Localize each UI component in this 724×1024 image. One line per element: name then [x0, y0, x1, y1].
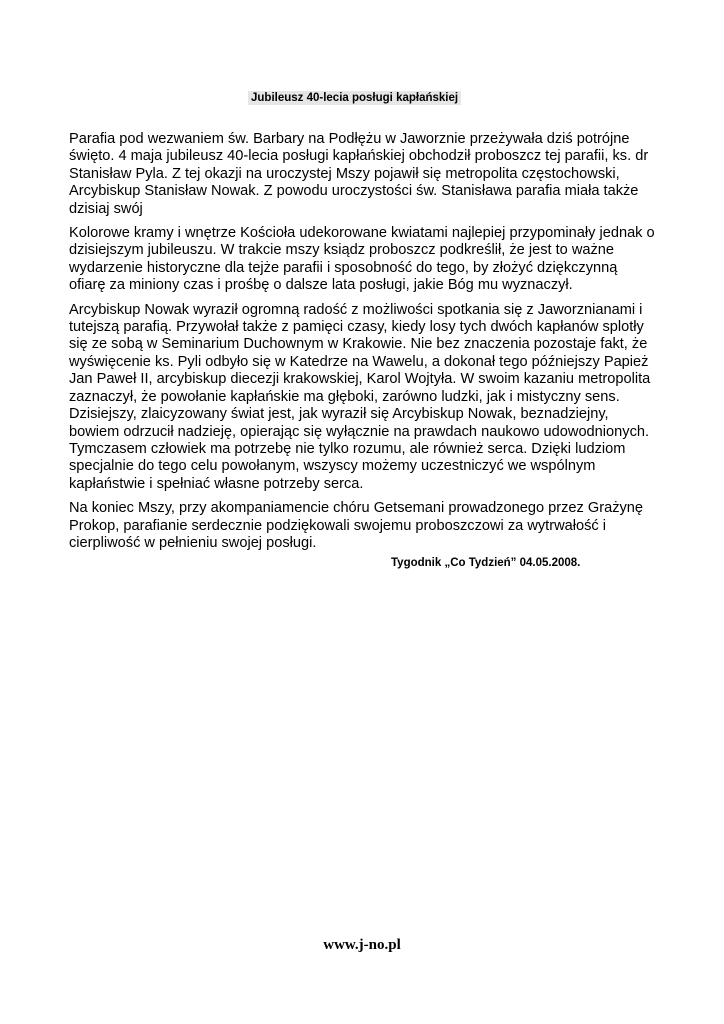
- text-line: Dzisiejszy, zlaicyzowany świat jest, jak wyraził się Arcybiskup Nowak, beznadziejny,: [69, 406, 609, 423]
- text-line: Arcybiskup Nowak wyraził ogromną radość z możliwości spotkania się z Jaworznianami i: [69, 301, 643, 318]
- text-line: Jan Paweł II, arcybiskup diecezji krakowskiej, Karol Wojtyła. W swoim kazaniu metropolita: [69, 371, 651, 388]
- text-line: wydarzenie historyczne dla tejże parafii i sposobność do tego, by złożyć dziękczynną: [69, 259, 618, 276]
- text-line: Kolorowe kramy i wnętrze Kościoła udekorowane kwiatami najlepiej przypominały jednak o: [69, 225, 655, 242]
- text-line: zaznaczył, że powołanie kapłańskie ma głęboki, zarówno ludzki, jak i mistyczny sens.: [69, 388, 620, 405]
- text-line: ofiarę za miniony czas i prośbę o dalsze lata posługi, jakie Bóg mu wyznaczył.: [69, 277, 573, 294]
- text-line: dzisiejszym jubileuszu. W trakcie mszy ksiądz proboszcz podkreślił, że jest to ważne: [69, 242, 615, 259]
- text-line: Arcybiskup Stanisław Nowak. Z powodu uroczystości św. Stanisława parafia miała także: [69, 183, 639, 200]
- page-title: Jubileusz 40-lecia posługi kapłańskiej: [248, 91, 461, 105]
- footer-website: www.j-no.pl: [323, 937, 401, 953]
- text-line: specjalnie do tego celu powołanym, wszyscy możemy uczestniczyć we wspólnym: [69, 458, 596, 475]
- source-citation: Tygodnik „Co Tydzień” 04.05.2008.: [391, 557, 581, 569]
- text-line: się ze sobą w Seminarium Duchownym w Krakowie. Nie bez znaczenia pozostaje fakt, że: [69, 336, 648, 353]
- text-line: Parafia pod wezwaniem św. Barbary na Podłężu w Jaworznie przeżywała dziś potrójne: [69, 131, 630, 147]
- text-line: kapłaństwie i spełniać własne potrzeby serca.: [69, 475, 364, 492]
- text-line: Tymczasem człowiek ma potrzebę nie tylko rozumu, ale również serca. Dzięki ludziom: [69, 440, 626, 457]
- paragraph: [69, 500, 669, 552]
- text-line: Stanisław Pyla. Z tej okazji na uroczystej Mszy pojawił się metropolita częstochowski,: [69, 165, 620, 182]
- text-line: święto. 4 maja jubileusz 40-lecia posługi kapłańskiej obchodził proboszcz tej parafii, ks. dr: [69, 148, 649, 165]
- paragraph: [69, 302, 669, 493]
- text-line: dzisiaj swój: [69, 200, 143, 217]
- text-line: tutejszą parafią. Przywołał także z pamięci czasy, kiedy losy tych dwóch kapłanów splotły: [69, 319, 644, 336]
- text-line: wyświęcenie ks. Pyli odbyło się w Katedrze na Wawelu, a dokonał tego późniejszy Papież: [69, 353, 649, 370]
- paragraph: [69, 225, 669, 295]
- text-line: Na koniec Mszy, przy akompaniamencie chóru Getsemani prowadzonego przez Grażynę: [69, 500, 644, 517]
- text-line: Prokop, parafianie serdecznie podziękowali swojemu proboszczowi za wytrwałość i: [69, 517, 606, 534]
- paragraph: [69, 131, 669, 218]
- article-body: [69, 131, 669, 559]
- text-line: cierpliwość w pełnieniu swojej posługi.: [69, 534, 317, 551]
- text-line: bowiem odrzucił nadzieję, opierając się wyłącznie na prawdach naukowo udowodnionych.: [69, 423, 650, 440]
